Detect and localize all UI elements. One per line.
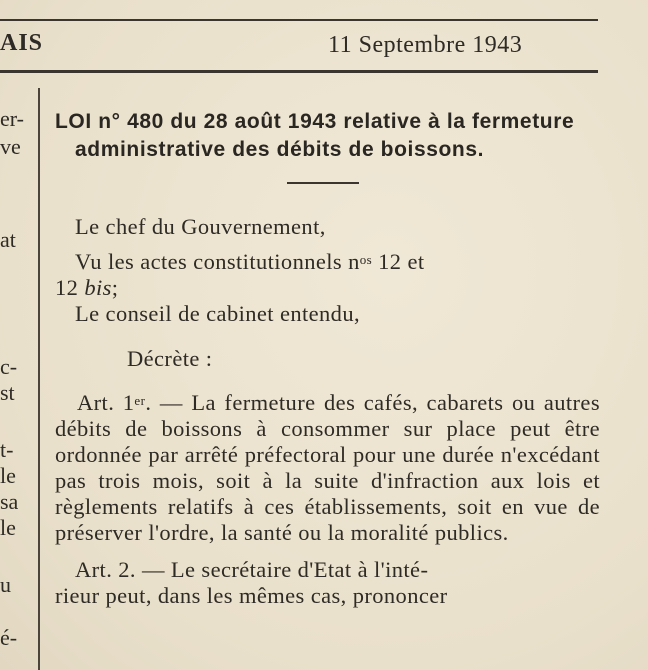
article-2-line: rieur peut, dans les mêmes cas, prononcer xyxy=(55,583,448,608)
preamble-line: Le chef du Gouvernement, xyxy=(75,214,326,239)
preamble-line: Le conseil de cabinet entendu, xyxy=(75,301,361,326)
article-1-label: Art. 1 xyxy=(77,390,135,415)
left-fragment: sa xyxy=(0,489,19,514)
law-article xyxy=(55,108,600,609)
preamble-line: Vu les actes constitutionnels $n^{os}$ 12 et xyxy=(75,249,425,274)
article-1: Art. 1er. — La fermeture des cafés, cabarets ou autres débits de boissons à consommer sur place peut être ordonnée par arrêté préfectoral pour une durée n'excédant pas trois mois, soit à la suite d'infraction aux lois et règlements relatifs à ces établissements, soit en vue de préserver l'ordre, la santé ou la moralité publics. xyxy=(55,390,600,545)
left-fragment: le xyxy=(0,515,16,540)
decree-heading: Décrète : xyxy=(127,346,213,371)
title-separator xyxy=(287,182,359,184)
left-fragment: at xyxy=(0,227,16,252)
law-title: LOI n° 480 du 28 août 1943 relative à la fermeture administrative des débits de boissons. xyxy=(55,110,575,161)
masthead-fragment: AIS xyxy=(0,30,44,56)
left-column-fragments xyxy=(0,0,36,670)
preamble-line: 12 bis; xyxy=(55,275,119,300)
left-fragment: c- xyxy=(0,354,18,379)
left-fragment: le xyxy=(0,463,16,488)
left-fragment: u xyxy=(0,572,11,597)
left-fragment: st xyxy=(0,380,15,405)
left-fragment: er- xyxy=(0,106,24,131)
left-fragment: é- xyxy=(0,625,18,650)
left-fragment: ve xyxy=(0,134,21,159)
article-2-line: Art. 2. — Le secrétaire d'Etat à l'inté- xyxy=(75,557,429,582)
issue-date: 11 Septembre 1943 xyxy=(328,32,523,58)
column-divider xyxy=(38,88,40,670)
header-bottom-rule xyxy=(0,70,598,73)
header-top-rule xyxy=(0,19,598,21)
left-fragment: t- xyxy=(0,437,14,462)
article-1-text: . — La fermeture des cafés, cabarets ou autres débits de boissons à consommer sur place peut être ordonnée par arrêté préfectoral pour une durée n'excédant pas trois mois, soit à la suite d'infraction aux lois et règlements relatifs à ces établissements, soit en vue de préserver l'ordre, la santé ou la moralité publics. xyxy=(55,390,600,545)
